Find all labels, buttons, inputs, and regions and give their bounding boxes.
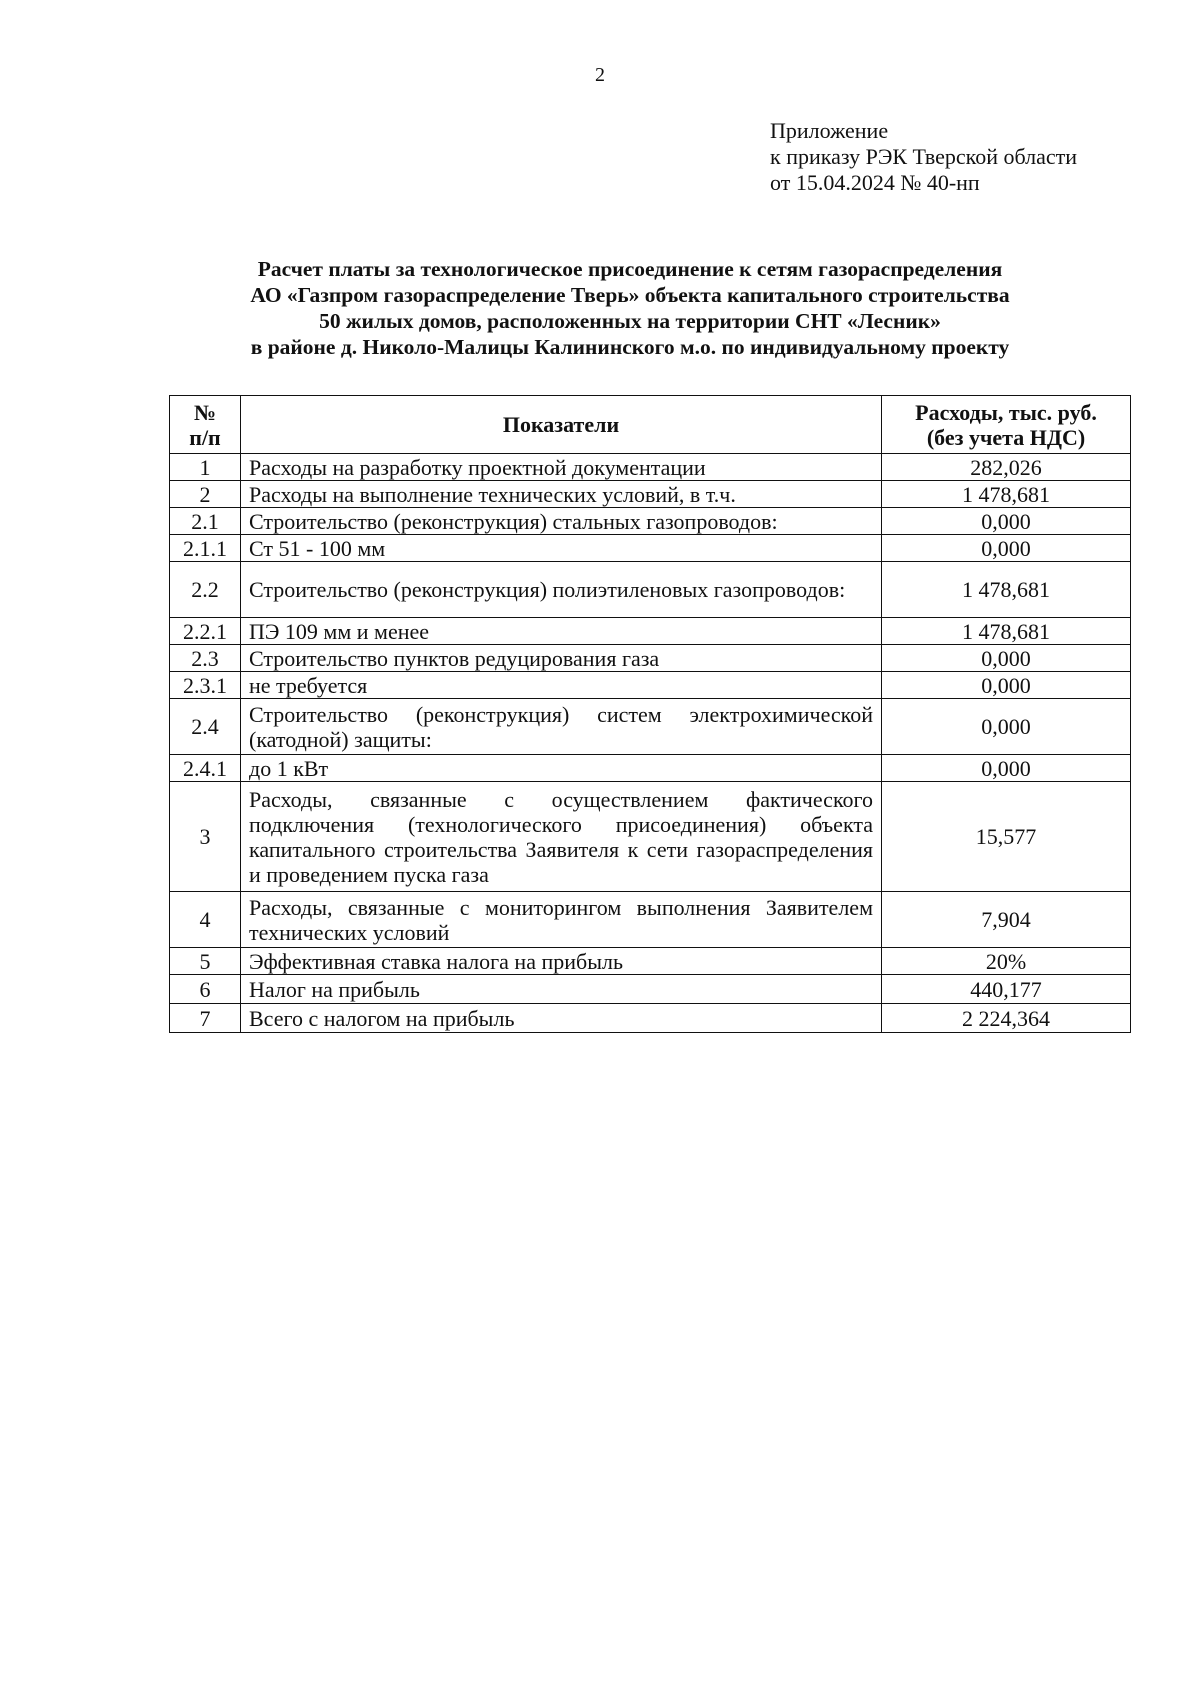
row-indicator: не требуется xyxy=(241,672,882,699)
table-row xyxy=(170,672,1131,699)
table-row xyxy=(170,508,1131,535)
row-indicator: Налог на прибыль xyxy=(241,975,882,1004)
row-indicator: ПЭ 109 мм и менее xyxy=(241,618,882,645)
table-row xyxy=(170,755,1131,782)
row-number: 7 xyxy=(170,1004,241,1033)
row-number: 2.3 xyxy=(170,645,241,672)
row-indicator: Расходы на разработку проектной документации xyxy=(241,454,882,481)
row-value: 2 224,364 xyxy=(882,1004,1131,1033)
row-value: 0,000 xyxy=(882,535,1131,562)
row-number: 2 xyxy=(170,481,241,508)
table-row xyxy=(170,481,1131,508)
row-number: 2.2.1 xyxy=(170,618,241,645)
table-row xyxy=(170,454,1131,481)
row-value: 0,000 xyxy=(882,645,1131,672)
row-number: 2.3.1 xyxy=(170,672,241,699)
appendix-line-3: от 15.04.2024 № 40-нп xyxy=(770,170,980,195)
row-value: 0,000 xyxy=(882,508,1131,535)
row-value: 1 478,681 xyxy=(882,618,1131,645)
row-indicator: Строительство (реконструкция) полиэтиленовых газопроводов: xyxy=(241,562,882,618)
table-row xyxy=(170,645,1131,672)
header-number-line-2: п/п xyxy=(189,424,221,450)
appendix-line-1: Приложение xyxy=(770,118,889,143)
row-value: 20% xyxy=(882,948,1131,975)
table-row xyxy=(170,782,1131,892)
row-number: 2.1 xyxy=(170,508,241,535)
header-number xyxy=(170,396,241,454)
row-indicator: Расходы на выполнение технических условий, в т.ч. xyxy=(241,481,882,508)
row-indicator: Ст 51 - 100 мм xyxy=(241,535,882,562)
row-number: 6 xyxy=(170,975,241,1004)
header-number-line-1: № xyxy=(193,399,217,425)
row-number: 5 xyxy=(170,948,241,975)
title-line-4: в районе д. Николо-Малицы Калининского м.о. по индивидуальному проекту xyxy=(250,335,1010,359)
document-title xyxy=(150,256,1110,360)
header-value-line-1: Расходы, тыс. руб. xyxy=(915,399,1097,425)
appendix-note xyxy=(770,118,1077,196)
row-value: 1 478,681 xyxy=(882,481,1131,508)
table-row xyxy=(170,892,1131,948)
row-indicator: Строительство (реконструкция) стальных газопроводов: xyxy=(241,508,882,535)
page-number: 2 xyxy=(595,64,605,86)
table-row xyxy=(170,535,1131,562)
row-value: 1 478,681 xyxy=(882,562,1131,618)
row-indicator: Всего с налогом на прибыль xyxy=(241,1004,882,1033)
header-indicator: Показатели xyxy=(241,396,882,454)
row-number: 2.1.1 xyxy=(170,535,241,562)
row-value: 7,904 xyxy=(882,892,1131,948)
row-number: 3 xyxy=(170,782,241,892)
cost-table xyxy=(169,395,1131,1033)
row-indicator: Строительство (реконструкция) систем электрохимической (катодной) защиты: xyxy=(241,699,882,755)
table-row xyxy=(170,618,1131,645)
row-indicator: до 1 кВт xyxy=(241,755,882,782)
table-row xyxy=(170,948,1131,975)
row-value: 0,000 xyxy=(882,699,1131,755)
title-line-2: АО «Газпром газораспределение Тверь» объекта капитального строительства xyxy=(250,283,1010,307)
row-number: 2.4.1 xyxy=(170,755,241,782)
row-number: 2.2 xyxy=(170,562,241,618)
title-line-3: 50 жилых домов, расположенных на территории СНТ «Лесник» xyxy=(319,309,941,333)
row-indicator: Строительство пунктов редуцирования газа xyxy=(241,645,882,672)
row-value: 440,177 xyxy=(882,975,1131,1004)
header-value xyxy=(882,396,1131,454)
row-number: 2.4 xyxy=(170,699,241,755)
row-number: 4 xyxy=(170,892,241,948)
appendix-line-2: к приказу РЭК Тверской области xyxy=(770,144,1078,169)
table-row xyxy=(170,1004,1131,1033)
row-indicator: Расходы, связанные с мониторингом выполнения Заявителем технических условий xyxy=(241,892,882,948)
header-value-line-2: (без учета НДС) xyxy=(926,424,1086,450)
row-value: 0,000 xyxy=(882,672,1131,699)
row-number: 1 xyxy=(170,454,241,481)
table-row xyxy=(170,562,1131,618)
table-header-row xyxy=(170,396,1131,454)
table-row xyxy=(170,975,1131,1004)
title-line-1: Расчет платы за технологическое присоединение к сетям газораспределения xyxy=(257,257,1003,281)
row-value: 282,026 xyxy=(882,454,1131,481)
row-value: 0,000 xyxy=(882,755,1131,782)
row-value: 15,577 xyxy=(882,782,1131,892)
table-row xyxy=(170,699,1131,755)
row-indicator: Эффективная ставка налога на прибыль xyxy=(241,948,882,975)
row-indicator: Расходы, связанные с осуществлением фактического подключения (технологического присоединения) объекта капитального строительства Заявителя к сети газораспределения и проведением пуска газа xyxy=(241,782,882,892)
